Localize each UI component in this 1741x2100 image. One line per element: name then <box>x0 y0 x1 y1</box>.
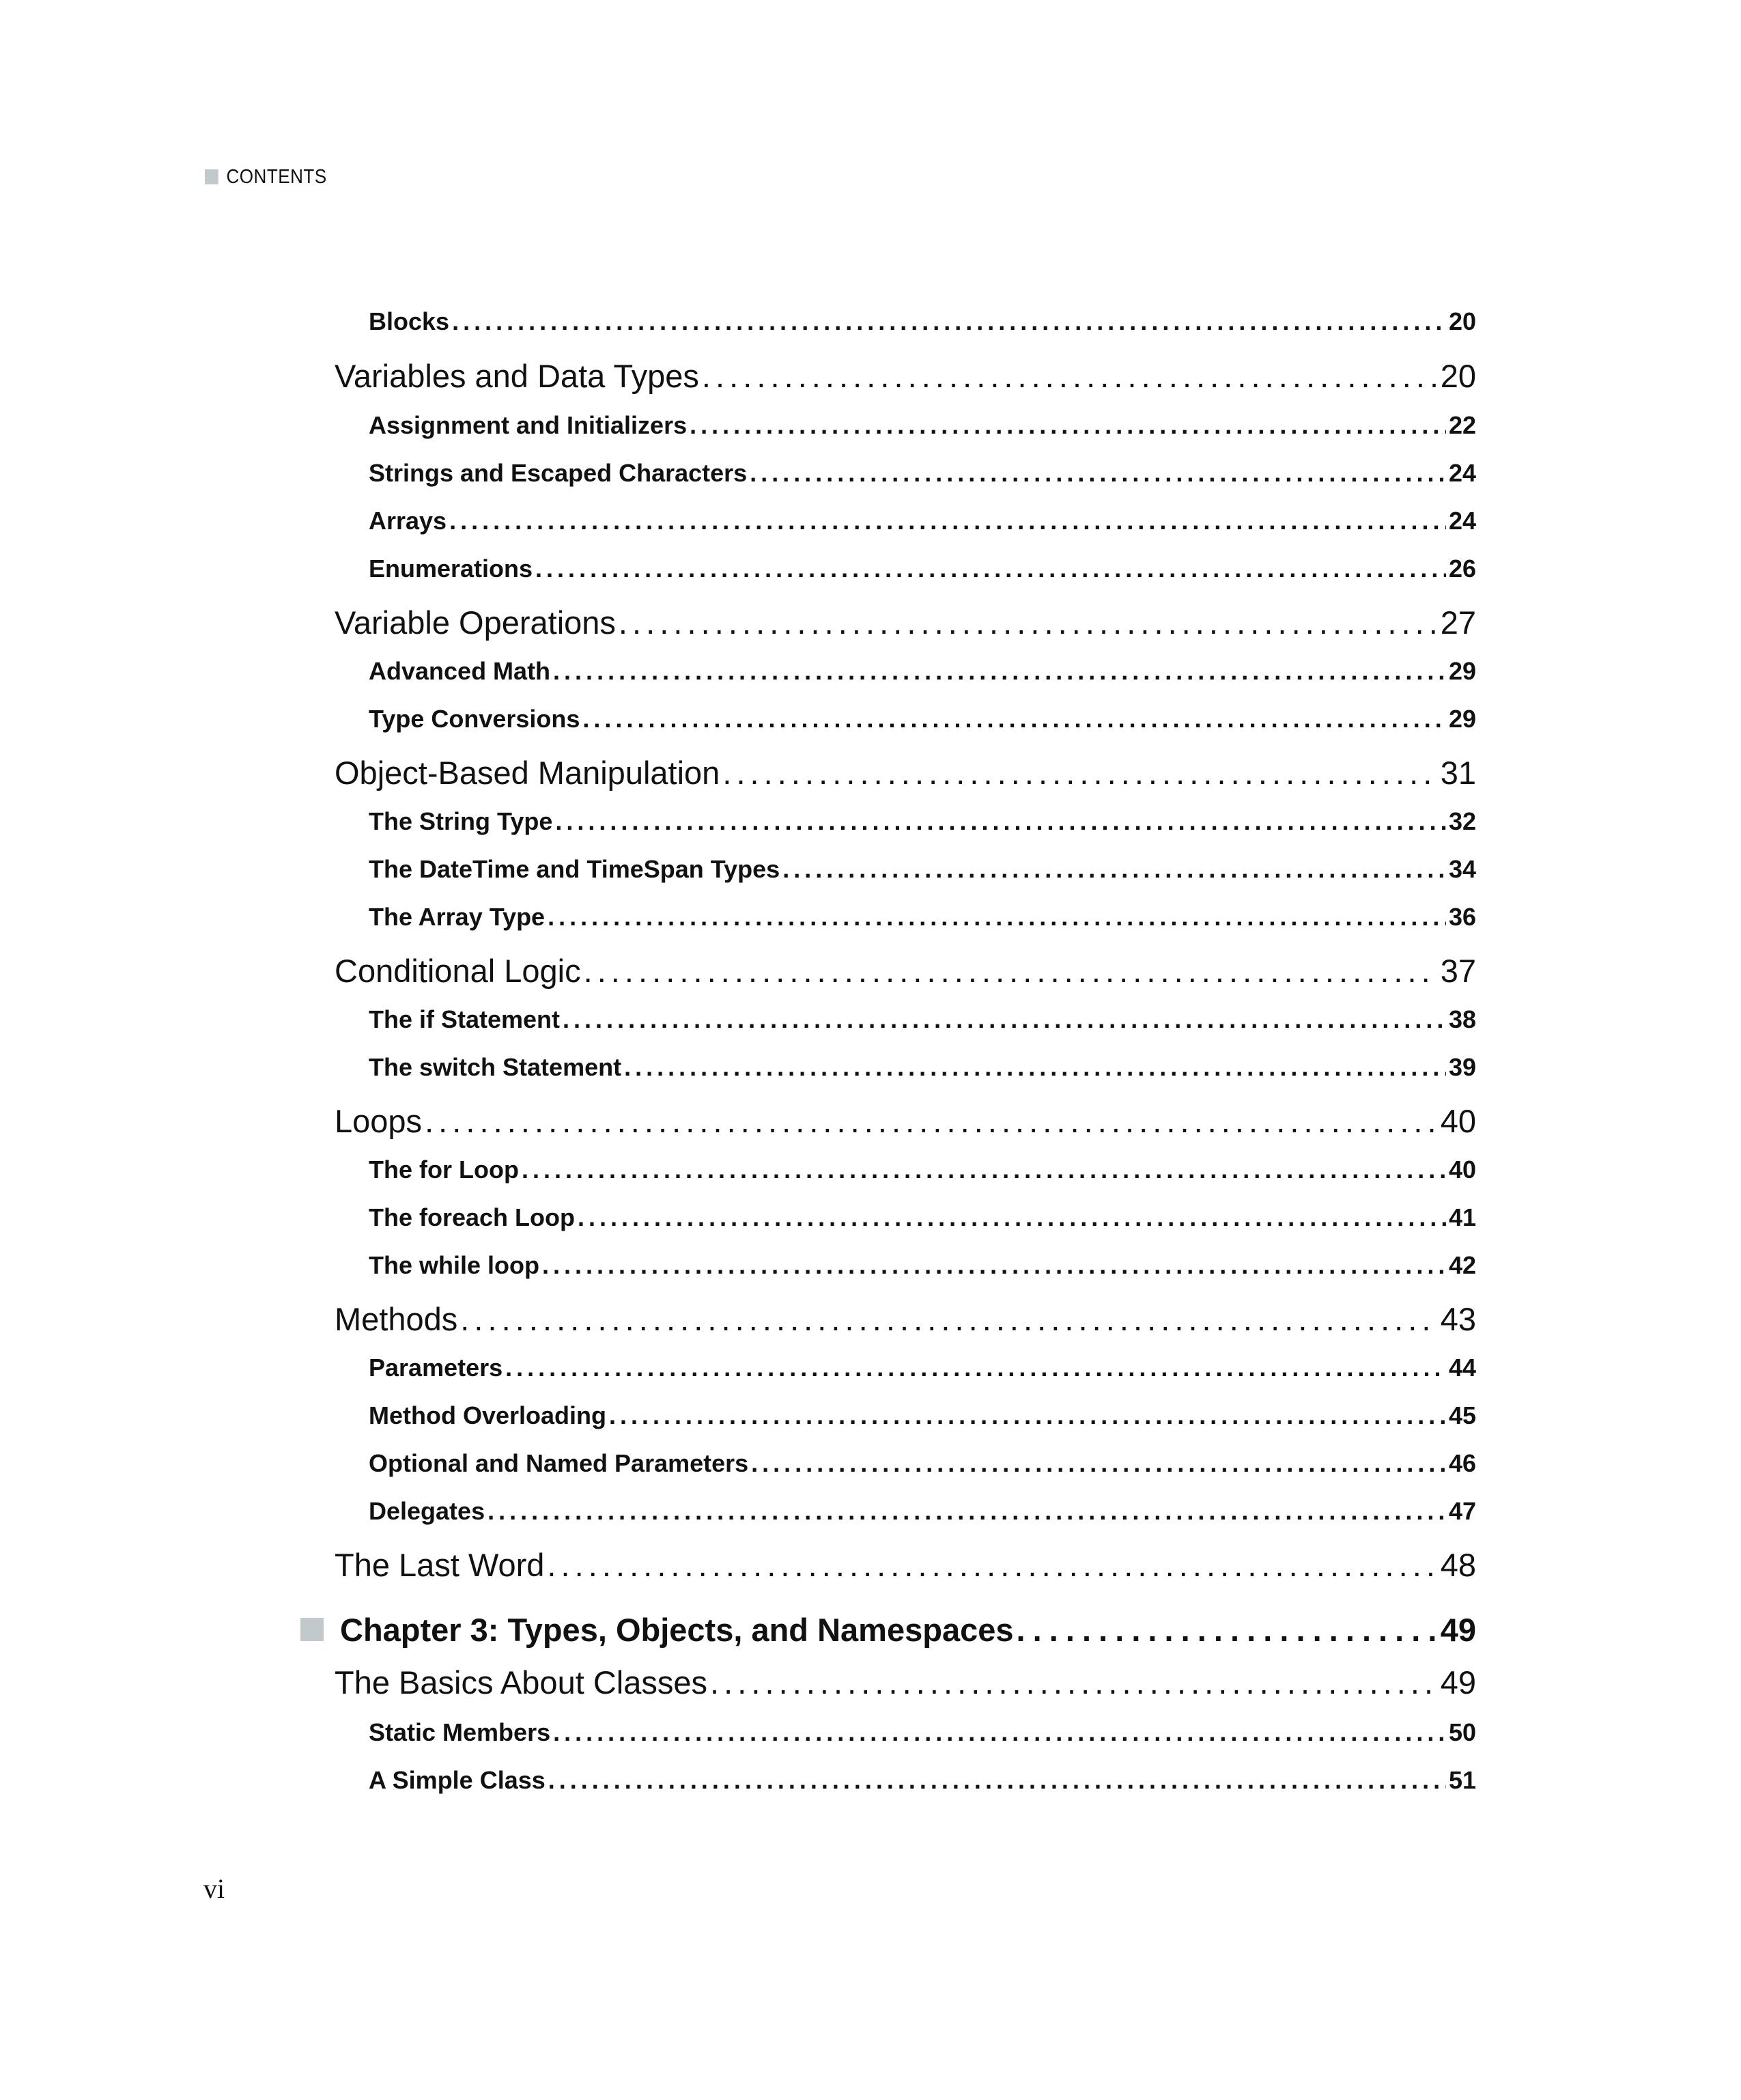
entry-page-number: 38 <box>1448 1005 1476 1033</box>
entry-title: Conditional Logic <box>335 953 581 989</box>
toc-section-entry <box>335 1546 1476 1590</box>
chapter-square-marker <box>300 1618 324 1641</box>
toc-subsection-entry <box>369 1005 1476 1044</box>
toc-subsection-entry <box>369 855 1476 893</box>
toc-subsection-entry <box>369 1766 1476 1804</box>
entry-title: Assignment and Initializers <box>369 411 688 439</box>
entry-page-number: 22 <box>1448 411 1476 439</box>
toc-subsection-entry <box>369 903 1476 941</box>
toc-subsection-entry <box>369 555 1476 593</box>
dot-leader <box>547 1546 1437 1584</box>
entry-title: Strings and Escaped Characters <box>369 459 748 487</box>
dot-leader <box>449 507 1446 535</box>
dot-leader <box>751 1449 1446 1478</box>
entry-page-number: 46 <box>1448 1449 1476 1477</box>
toc-subsection-entry <box>369 1401 1476 1440</box>
dot-leader <box>452 307 1446 336</box>
toc-subsection-entry <box>369 459 1476 497</box>
entry-page-number: 45 <box>1448 1401 1476 1429</box>
toc-subsection-entry <box>369 1718 1476 1756</box>
entry-page-number: 43 <box>1440 1301 1476 1337</box>
toc-section-entry <box>335 357 1476 401</box>
entry-page-number: 39 <box>1448 1053 1476 1081</box>
entry-page-number: 27 <box>1440 604 1476 641</box>
dot-leader <box>609 1401 1446 1430</box>
dot-leader <box>1017 1611 1438 1649</box>
entry-title: Loops <box>335 1103 423 1139</box>
entry-title: A Simple Class <box>369 1766 546 1794</box>
dot-leader <box>460 1300 1437 1338</box>
toc-subsection-entry <box>369 307 1476 346</box>
toc-section-entry <box>335 1300 1476 1344</box>
entry-title: Blocks <box>369 307 450 335</box>
entry-page-number: 20 <box>1448 307 1476 335</box>
toc-subsection-entry <box>369 1156 1476 1194</box>
entry-page-number: 29 <box>1448 705 1476 733</box>
entry-page-number: 24 <box>1448 459 1476 487</box>
toc-subsection-entry <box>369 411 1476 449</box>
dot-leader <box>582 705 1446 733</box>
dot-leader <box>702 357 1438 395</box>
entry-page-number: 37 <box>1440 953 1476 989</box>
entry-title: The DateTime and TimeSpan Types <box>369 855 780 883</box>
dot-leader <box>782 855 1446 884</box>
entry-page-number: 29 <box>1448 657 1476 685</box>
entry-page-number: 44 <box>1448 1354 1476 1382</box>
entry-page-number: 40 <box>1440 1103 1476 1139</box>
dot-leader <box>750 459 1446 488</box>
dot-leader <box>542 1251 1446 1280</box>
toc-subsection-entry <box>369 1449 1476 1487</box>
toc-section-entry <box>335 1102 1476 1146</box>
entry-title: The Basics About Classes <box>335 1664 707 1700</box>
entry-title: Variable Operations <box>335 604 616 641</box>
toc-subsection-entry <box>369 705 1476 743</box>
entry-title: Enumerations <box>369 555 533 583</box>
entry-page-number: 26 <box>1448 555 1476 583</box>
entry-page-number: 31 <box>1440 755 1476 791</box>
dot-leader <box>553 657 1446 686</box>
toc-section-entry <box>335 1664 1476 1707</box>
entry-page-number: 34 <box>1448 855 1476 883</box>
entry-page-number: 41 <box>1448 1203 1476 1231</box>
entry-title: Methods <box>335 1301 458 1337</box>
toc-section-entry <box>335 754 1476 798</box>
dot-leader <box>690 411 1446 440</box>
entry-page-number: 49 <box>1440 1664 1476 1700</box>
entry-page-number: 40 <box>1448 1156 1476 1184</box>
entry-page-number: 50 <box>1448 1718 1476 1746</box>
dot-leader <box>522 1156 1446 1184</box>
entry-page-number: 51 <box>1448 1766 1476 1794</box>
page-number: vi <box>203 1873 225 1904</box>
dot-leader <box>553 1718 1446 1747</box>
toc-section-entry <box>335 952 1476 996</box>
dot-leader <box>563 1005 1446 1034</box>
entry-title: The Array Type <box>369 903 546 931</box>
entry-title: Advanced Math <box>369 657 551 685</box>
dot-leader <box>548 903 1446 932</box>
entry-title: The for Loop <box>369 1156 519 1184</box>
entry-title: The foreach Loop <box>369 1203 576 1231</box>
toc-subsection-entry <box>369 507 1476 545</box>
entry-title: Static Members <box>369 1718 551 1746</box>
entry-page-number: 32 <box>1448 807 1476 835</box>
dot-leader <box>710 1664 1438 1701</box>
header-label: CONTENTS <box>226 165 327 188</box>
entry-title: Type Conversions <box>369 705 580 733</box>
toc-subsection-entry <box>369 1203 1476 1242</box>
entry-title: Arrays <box>369 507 447 535</box>
entry-page-number: 20 <box>1440 358 1476 394</box>
dot-leader <box>425 1102 1438 1140</box>
entry-page-number: 49 <box>1440 1611 1476 1648</box>
dot-leader <box>535 555 1446 583</box>
entry-title: The if Statement <box>369 1005 561 1033</box>
dot-leader <box>722 754 1437 792</box>
entry-page-number: 48 <box>1440 1547 1476 1583</box>
dot-leader <box>555 807 1446 836</box>
dot-leader <box>578 1203 1446 1232</box>
toc-section-entry <box>335 604 1476 647</box>
dot-leader <box>487 1497 1446 1526</box>
dot-leader <box>584 952 1438 990</box>
toc-subsection-entry <box>369 1053 1476 1091</box>
dot-leader <box>619 604 1438 641</box>
dot-leader <box>548 1766 1446 1795</box>
entry-title: Method Overloading <box>369 1401 607 1429</box>
dot-leader <box>505 1354 1446 1382</box>
toc-subsection-entry <box>369 1354 1476 1392</box>
entry-title: Chapter 3: Types, Objects, and Namespaces <box>340 1611 1014 1648</box>
entry-page-number: 42 <box>1448 1251 1476 1279</box>
entry-title: Optional and Named Parameters <box>369 1449 749 1477</box>
entry-title: The while loop <box>369 1251 539 1279</box>
toc-subsection-entry <box>369 1251 1476 1289</box>
toc-chapter-entry <box>300 1608 1476 1651</box>
entry-page-number: 36 <box>1448 903 1476 931</box>
entry-title: Parameters <box>369 1354 503 1382</box>
dot-leader <box>624 1053 1446 1082</box>
entry-title: Delegates <box>369 1497 485 1525</box>
entry-title: The Last Word <box>335 1547 545 1583</box>
entry-page-number: 47 <box>1448 1497 1476 1525</box>
entry-title: Object-Based Manipulation <box>335 755 720 791</box>
entry-title: Variables and Data Types <box>335 358 699 394</box>
entry-page-number: 24 <box>1448 507 1476 535</box>
toc-subsection-entry <box>369 1497 1476 1535</box>
entry-title: The switch Statement <box>369 1053 622 1081</box>
toc-subsection-entry <box>369 657 1476 695</box>
entry-title: The String Type <box>369 807 553 835</box>
toc-subsection-entry <box>369 807 1476 845</box>
